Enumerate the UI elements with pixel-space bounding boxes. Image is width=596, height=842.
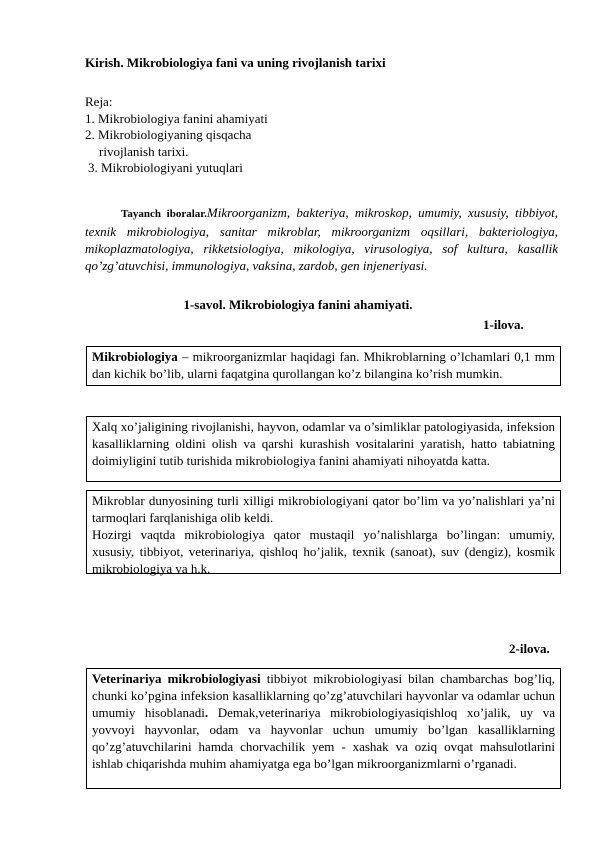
plan-section — [85, 94, 268, 177]
keywords-paragraph — [85, 204, 558, 274]
question-1-heading: 1-savol. Mikrobiologiya fanini ahamiyati. — [183, 297, 413, 312]
plan-item-2-continued: rivojlanish tarixi. — [99, 143, 189, 159]
importance-box — [86, 416, 561, 482]
branches-box — [86, 490, 561, 574]
definition-box — [86, 346, 561, 386]
plan-item-2: 2. Mikrobiologiyaning qisqacha — [85, 127, 252, 142]
keywords-label: Tayanch iboralar. — [121, 208, 207, 220]
definition-text: – mikroorganizmlar haqidagi fan. Mhikroblarning o’lchamlari 0,1 mm dan kichik bo’lib, ularni faqatgina qurollangan ko’z bilangina ko’rish mumkin. — [92, 349, 555, 381]
importance-text: Xalq xo’jaligining rivojlanishi, hayvon, odamlar va o’simliklar patologiyasida, infeksion kasalliklarning oldini olish va qarshi kurashish vositalarini yaratish, hatto tabiatning doimiyligini tutib turishida mikrobiologiya fanini ahamiyati nihoyatda katta. — [92, 419, 555, 468]
keywords-text: Mikroorganizm, bakteriya, mikroskop, umumiy, xususiy, tibbiyot, texnik mikrobiologiya, sanitar mikroblar, mikroorganizm oqsillari, bakteriologiya, mikoplazmatologiya, rikketsiologiya, mikologiya, virusologiya, sof kultura, kasallik qo’zg’atuvchisi, immunologiya, vaksina, zardob, gen injeneriyasi. — [85, 205, 558, 273]
veterinary-term: Veterinariya mikrobiologiyasi — [92, 671, 261, 686]
veterinary-text-2: Demak,veterinariya mikrobiologiyasiqishloq xo’jalik, uy va yovvoyi hayvonlar, odam va hayvonlar uchun umumiy bo’lgan kasalliklarning qo’zg’atuvchilarini hamda chorvachilik yem - xashak va oziq ovqat mahsulotlarini ishlab chiqarishda muhim ahamiyatga ega bo’lgan mikroorganizmlarni o’rganadi. — [92, 705, 555, 771]
veterinary-box — [86, 668, 561, 789]
document-title: Kirish. Mikrobiologiya fani va uning rivojlanish tarixi — [85, 55, 386, 70]
plan-item-1: 1. Mikrobiologiya fanini ahamiyati — [85, 110, 268, 126]
definition-term: Mikrobiologiya — [92, 349, 178, 364]
plan-item-3: 3. Mikrobiologiyani yutuqlari — [88, 160, 243, 175]
appendix-2-label: 2-ilova. — [509, 641, 550, 656]
branches-paragraph-2: Hozirgi vaqtda mikrobiologiya qator mustaqil yo’nalishlarga bo’lingan: umumiy, xususiy, tibbiyot, veterinariya, qishloq ho’jalik, texnik (sanoat), suv (dengiz), kosmik mikrobiologiya va h.k. — [92, 527, 555, 576]
veterinary-text-1: tibbiyot mikrobiologiyasi bilan chambarchas bog’liq, chunki ko’pgina infeksion kasalliklarning qo’zg’atuvchilari hayvonlar va odamlar uchun umumiy hisoblanadi — [92, 671, 555, 720]
plan-heading: Reja: — [85, 94, 113, 109]
appendix-1-label: 1-ilova. — [483, 317, 524, 332]
veterinary-sentence-dot: . — [204, 705, 209, 720]
branches-paragraph-1: Mikroblar dunyosining turli xilligi mikrobiologiyani qator bo’lim va yo’nalishlari ya’ni tarmoqlari farqlanishiga olib keldi. — [92, 493, 555, 525]
